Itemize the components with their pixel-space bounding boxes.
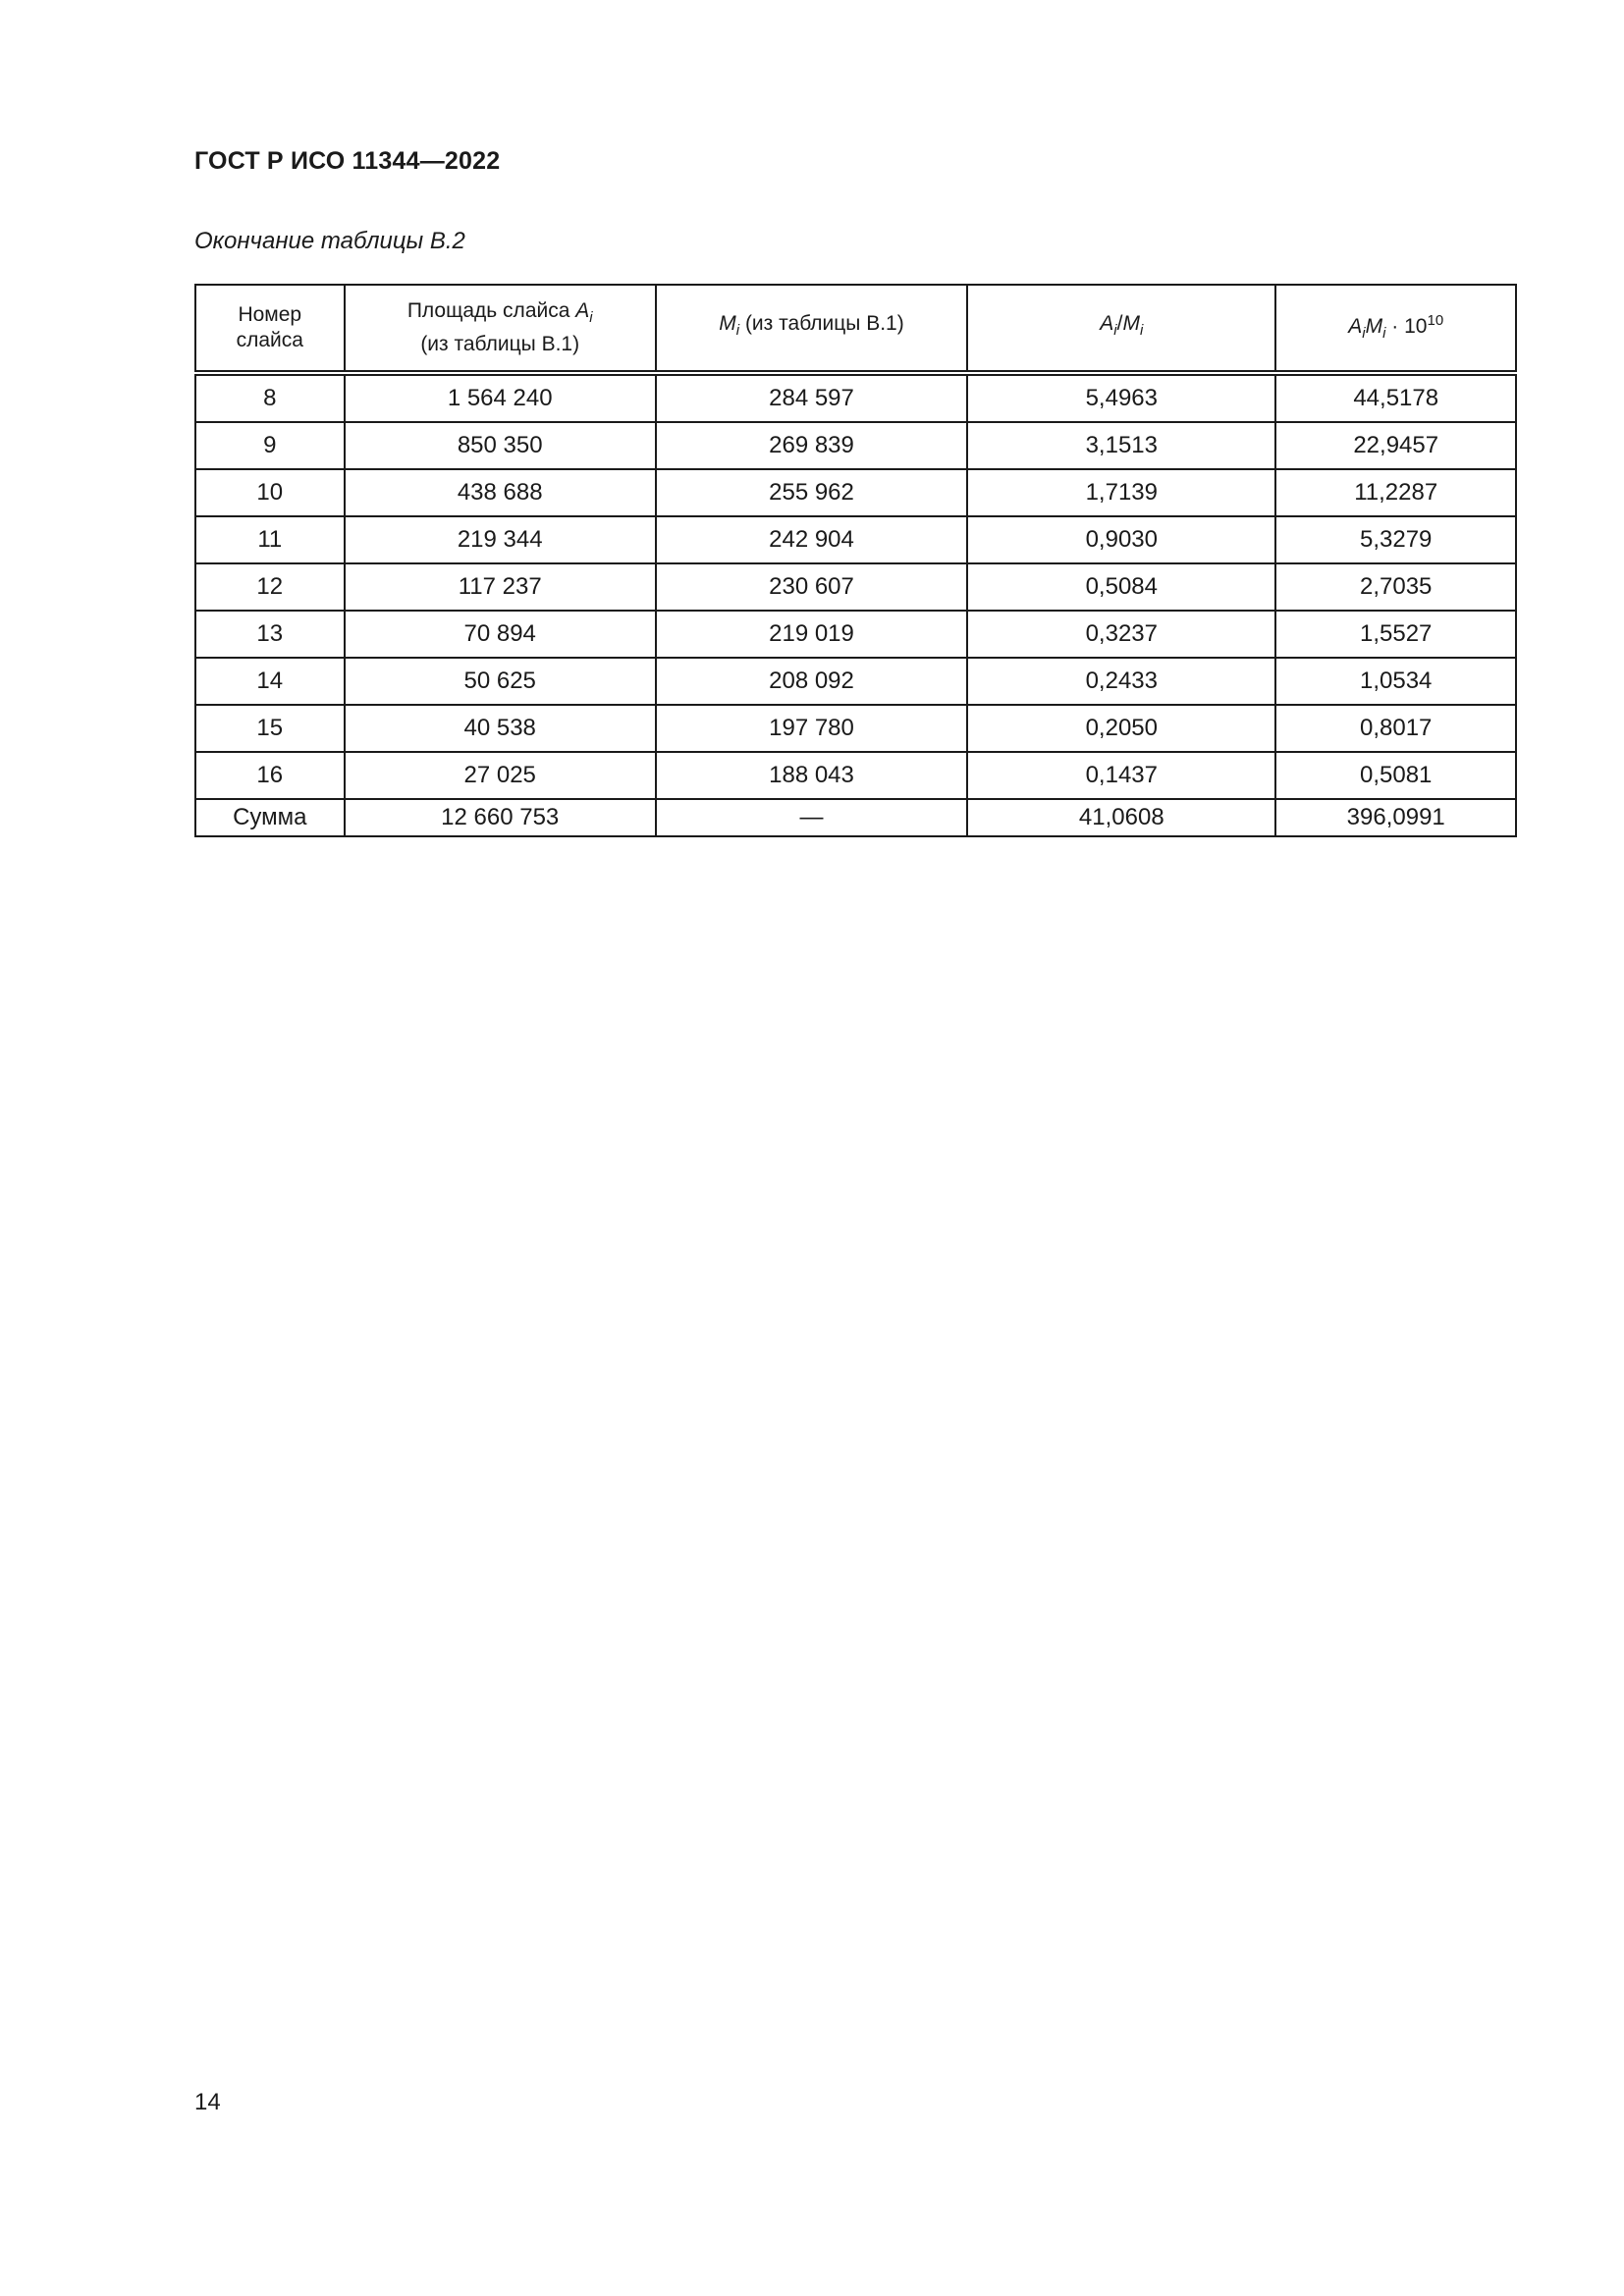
cell-mi: 255 962 [656, 469, 967, 516]
table-sum-row [195, 799, 1516, 836]
cell-ai-mi-product: 0,5081 [1275, 752, 1516, 799]
data-table [194, 284, 1517, 837]
cell-slice-number: 11 [195, 516, 345, 563]
header-ai-mi-product: $A_iM_i \cdot 10^{10}$ [1275, 285, 1516, 373]
header-slice-number [195, 285, 345, 373]
header-ai-over-mi: $A_i/M_i$ [967, 285, 1275, 373]
cell-slice-number: 13 [195, 611, 345, 658]
table-row [195, 373, 1516, 422]
cell-ai-mi-product: 11,2287 [1275, 469, 1516, 516]
cell-mi: 284 597 [656, 373, 967, 422]
document-code-header: ГОСТ Р ИСО 11344—2022 [194, 147, 501, 175]
cell-slice-area: 70 894 [345, 611, 656, 658]
table-row [195, 563, 1516, 611]
cell-ai-over-mi: 1,7139 [967, 469, 1275, 516]
table-row [195, 752, 1516, 799]
cell-ai-over-mi: 0,1437 [967, 752, 1275, 799]
cell-slice-area: 1 564 240 [345, 373, 656, 422]
cell-sum-label: Сумма [195, 799, 345, 836]
header-slice-area-line2: (из таблицы В.1) [420, 332, 580, 355]
table-row [195, 469, 1516, 516]
cell-slice-number: 14 [195, 658, 345, 705]
table-row [195, 658, 1516, 705]
cell-ai-mi-product: 44,5178 [1275, 373, 1516, 422]
table-caption: Окончание таблицы В.2 [194, 228, 465, 254]
cell-slice-number: 9 [195, 422, 345, 469]
page-number: 14 [194, 2089, 221, 2115]
header-slice-number-line1: Номер [238, 303, 302, 326]
cell-sum-slice-area: 12 660 753 [345, 799, 656, 836]
table-row [195, 611, 1516, 658]
cell-ai-mi-product: 22,9457 [1275, 422, 1516, 469]
cell-mi: 197 780 [656, 705, 967, 752]
cell-ai-over-mi: 0,2050 [967, 705, 1275, 752]
cell-slice-area: 117 237 [345, 563, 656, 611]
cell-mi: 188 043 [656, 752, 967, 799]
cell-ai-over-mi: 0,9030 [967, 516, 1275, 563]
cell-ai-mi-product: 1,0534 [1275, 658, 1516, 705]
table-row [195, 516, 1516, 563]
table-row [195, 422, 1516, 469]
cell-ai-over-mi: 3,1513 [967, 422, 1275, 469]
header-slice-area-line1: Площадь слайса $A_i$ [406, 299, 593, 327]
cell-ai-mi-product: 5,3279 [1275, 516, 1516, 563]
cell-sum-ai-over-mi: 41,0608 [967, 799, 1275, 836]
cell-slice-area: 40 538 [345, 705, 656, 752]
cell-ai-mi-product: 0,8017 [1275, 705, 1516, 752]
cell-ai-mi-product: 2,7035 [1275, 563, 1516, 611]
cell-slice-number: 8 [195, 373, 345, 422]
cell-mi: 242 904 [656, 516, 967, 563]
cell-sum-ai-mi-product: 396,0991 [1275, 799, 1516, 836]
cell-mi: 269 839 [656, 422, 967, 469]
cell-slice-area: 438 688 [345, 469, 656, 516]
cell-slice-area: 850 350 [345, 422, 656, 469]
cell-mi: 208 092 [656, 658, 967, 705]
table-header-row [195, 285, 1516, 373]
cell-slice-area: 27 025 [345, 752, 656, 799]
cell-ai-over-mi: 5,4963 [967, 373, 1275, 422]
cell-mi: 219 019 [656, 611, 967, 658]
cell-ai-over-mi: 0,5084 [967, 563, 1275, 611]
cell-slice-number: 10 [195, 469, 345, 516]
cell-ai-over-mi: 0,2433 [967, 658, 1275, 705]
table-row [195, 705, 1516, 752]
header-mi: $M_i$ (из таблицы В.1) [656, 285, 967, 373]
cell-slice-number: 16 [195, 752, 345, 799]
cell-slice-number: 15 [195, 705, 345, 752]
cell-slice-area: 50 625 [345, 658, 656, 705]
cell-ai-over-mi: 0,3237 [967, 611, 1275, 658]
cell-slice-area: 219 344 [345, 516, 656, 563]
cell-mi: 230 607 [656, 563, 967, 611]
header-slice-number-line2: слайса [236, 329, 303, 351]
cell-slice-number: 12 [195, 563, 345, 611]
cell-sum-mi: — [656, 799, 967, 836]
cell-ai-mi-product: 1,5527 [1275, 611, 1516, 658]
header-slice-area [345, 285, 656, 373]
